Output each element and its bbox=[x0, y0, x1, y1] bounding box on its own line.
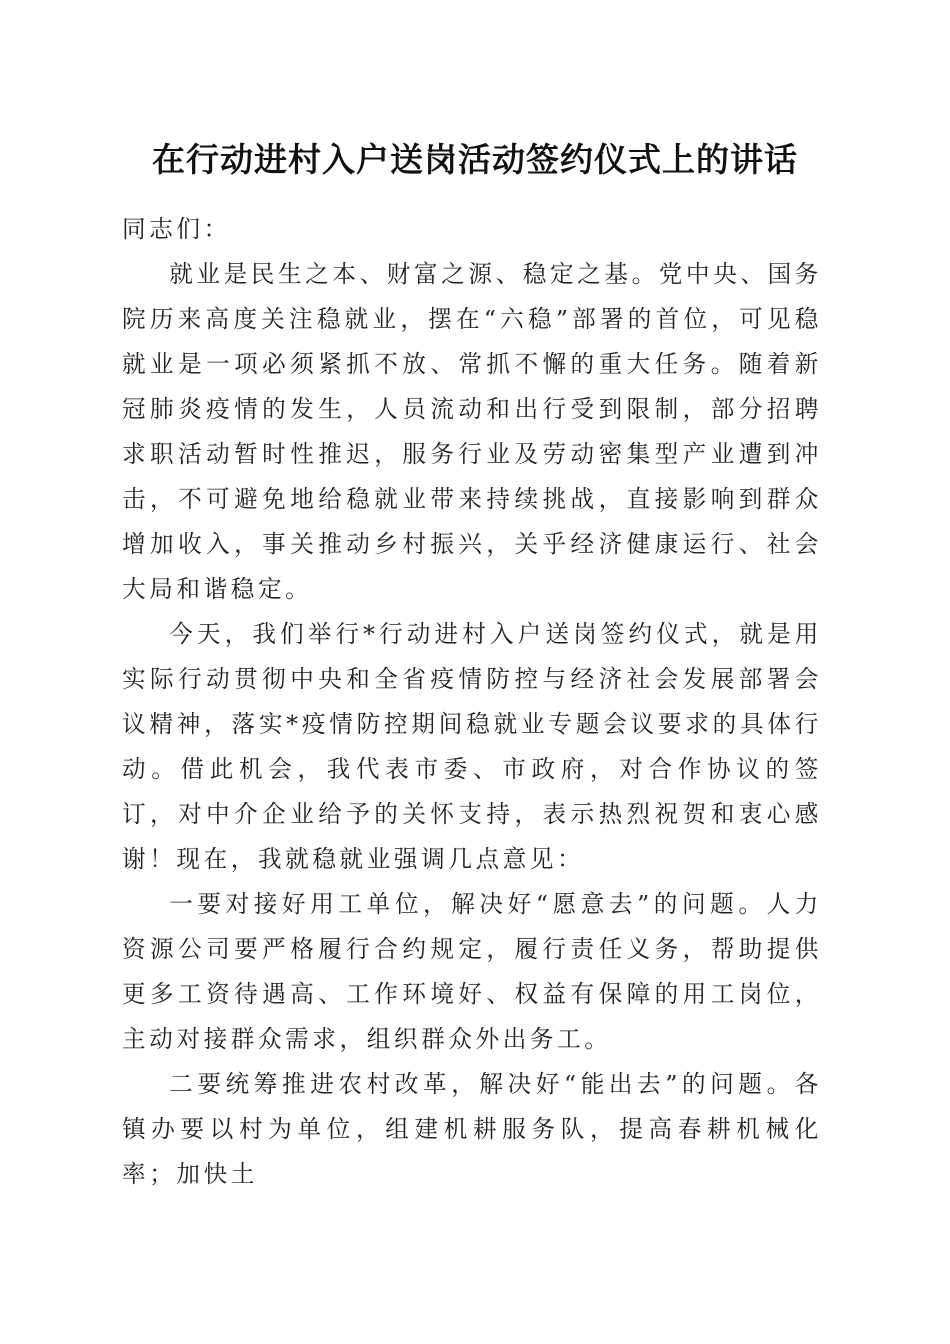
document-title: 在行动进村入户送岗活动签约仪式上的讲话 bbox=[152, 140, 798, 179]
paragraph-4: 二要统筹推进农村改革，解决好“能出去”的问题。各镇办要以村为单位，组建机耕服务队，提高春耕机械化率；加快土 bbox=[122, 1070, 822, 1188]
paragraph-2: 今天，我们举行*行动进村入户送岗签约仪式，就是用实际行动贯彻中央和全省疫情防控与经济社会发展部署会议精神，落实*疫情防控期间稳就业专题会议要求的具体行动。借此机会，我代表市委、市政府，对合作协议的签订，对中介企业给予的关怀支持，表示热烈祝贺和衷心感谢！现在，我就稳就业强调几点意见： bbox=[122, 620, 822, 873]
paragraph-3: 一要对接好用工单位，解决好“愿意去”的问题。人力资源公司要严格履行合约规定，履行责任义务，帮助提供更多工资待遇高、工作环境好、权益有保障的用工岗位，主动对接群众需求，组织群众外出务工。 bbox=[122, 890, 822, 1053]
salutation: 同志们： bbox=[122, 215, 231, 243]
paragraph-1: 就业是民生之本、财富之源、稳定之基。党中央、国务院历来高度关注稳就业，摆在“六稳”部署的首位，可见稳就业是一项必须紧抓不放、常抓不懈的重大任务。随着新冠肺炎疫情的发生，人员流动和出行受到限制，部分招聘求职活动暂时性推迟，服务行业及劳动密集型产业遭到冲击，不可避免地给稳就业带来持续挑战，直接影响到群众增加收入，事关推动乡村振兴，关乎经济健康运行、社会大局和谐稳定。 bbox=[122, 260, 822, 603]
document-body bbox=[122, 207, 822, 1197]
